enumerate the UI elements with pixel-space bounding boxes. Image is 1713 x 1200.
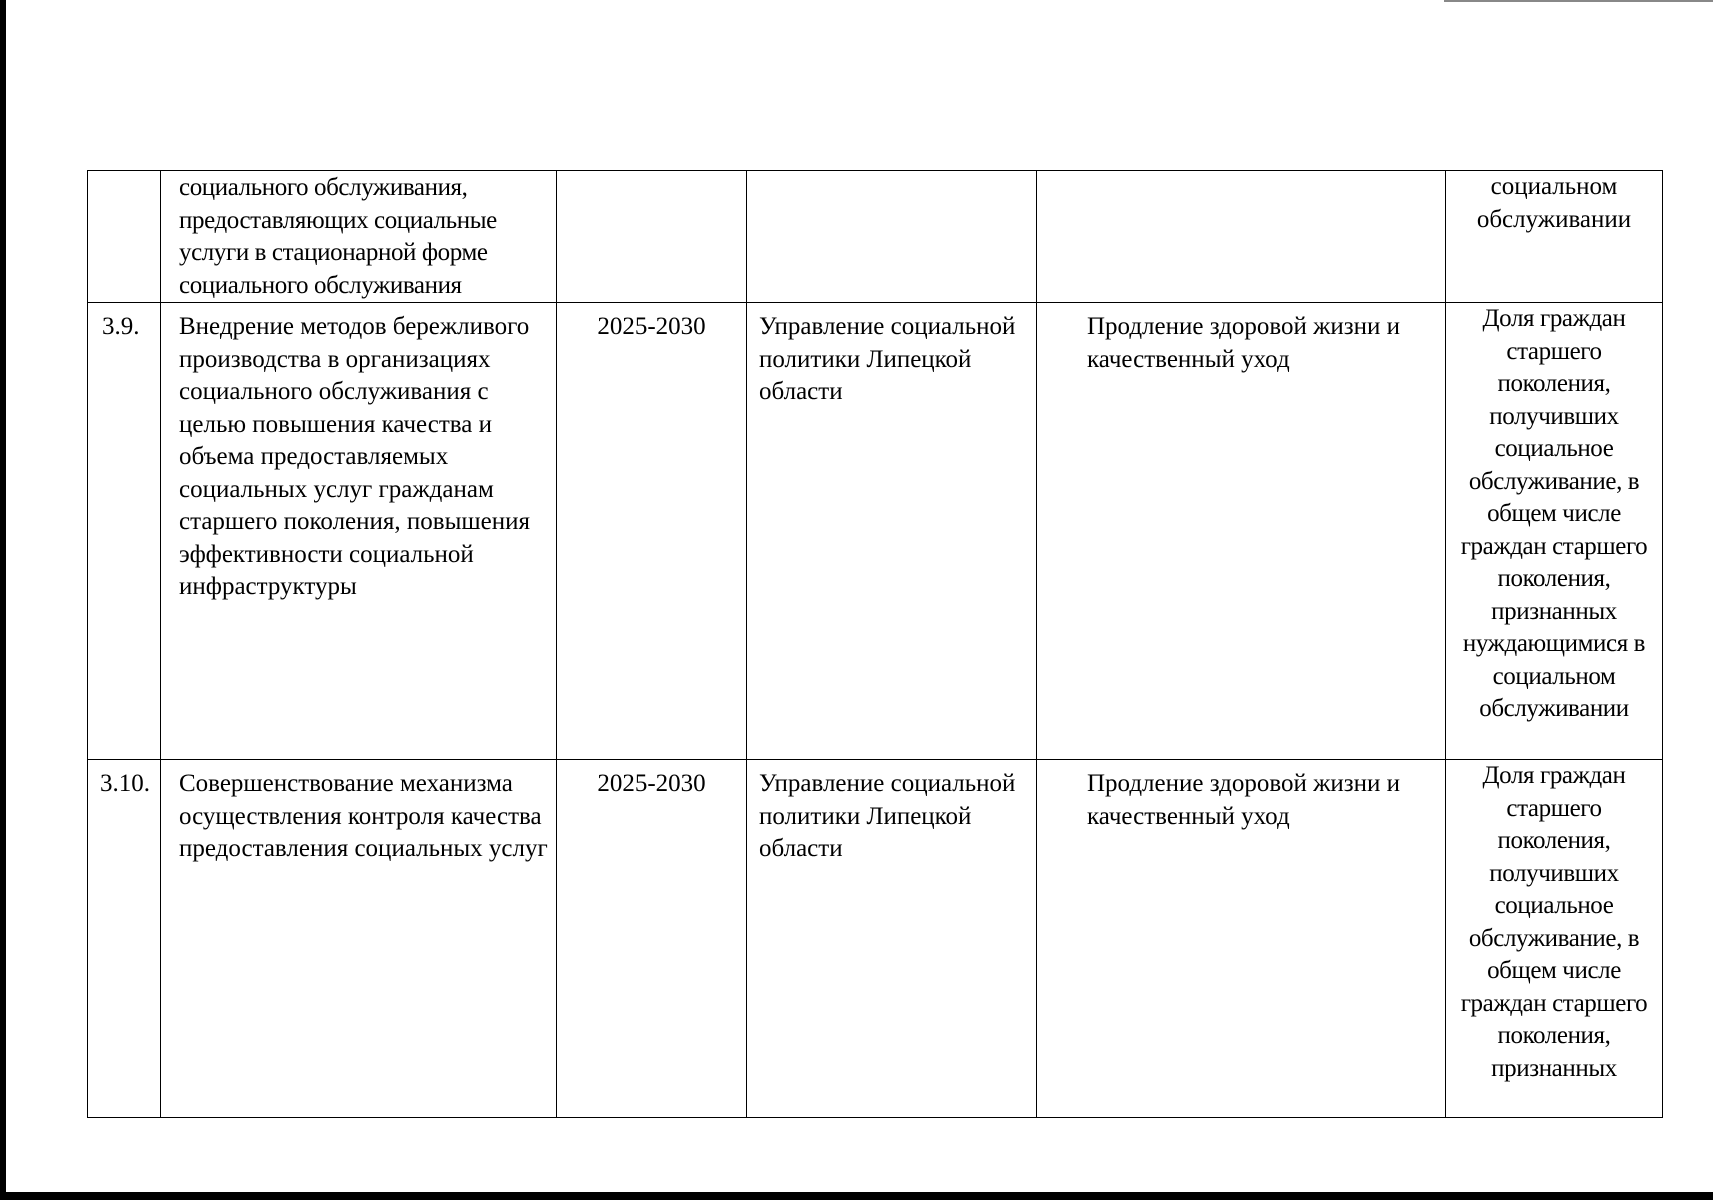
scan-bottom-edge — [0, 1192, 1713, 1200]
cell-period: 2025-2030 — [557, 303, 747, 760]
cell-activity: Внедрение методов бережливого производства в организациях социального обслуживания с целью повышения качества и объема предоставляемых социальных услуг гражданам старшего поколения, повышения эффективности социальной инфраструктуры — [161, 303, 557, 760]
scan-top-mark — [1444, 0, 1713, 2]
cell-indicator: социальном обслуживании — [1446, 171, 1663, 303]
measures-table — [87, 170, 1663, 1118]
cell-activity: социального обслуживания, предоставляющих социальные услуги в стационарной форме социального обслуживания — [161, 171, 557, 303]
cell-project: Продление здоровой жизни и качественный уход — [1037, 760, 1446, 1118]
cell-project — [1037, 171, 1446, 303]
table-row — [88, 760, 1663, 1118]
cell-number: 3.10. — [88, 760, 161, 1118]
cell-indicator: Доля граждан старшего поколения, получивших социальное обслуживание, в общем числе граждан старшего поколения, признанных нуждающимися в социальном обслуживании — [1446, 303, 1663, 760]
cell-number: 3.9. — [88, 303, 161, 760]
cell-period: 2025-2030 — [557, 760, 747, 1118]
cell-period — [557, 171, 747, 303]
cell-activity: Совершенствование механизма осуществления контроля качества предоставления социальных услуг — [161, 760, 557, 1118]
cell-responsible — [747, 171, 1037, 303]
cell-responsible: Управление социальной политики Липецкой области — [747, 303, 1037, 760]
cell-responsible: Управление социальной политики Липецкой области — [747, 760, 1037, 1118]
cell-project: Продление здоровой жизни и качественный уход — [1037, 303, 1446, 760]
cell-number — [88, 171, 161, 303]
table-row — [88, 303, 1663, 760]
table-row-continuation — [88, 171, 1663, 303]
cell-indicator: Доля граждан старшего поколения, получивших социальное обслуживание, в общем числе граждан старшего поколения, признанных — [1446, 760, 1663, 1118]
scan-left-edge — [0, 0, 6, 1200]
